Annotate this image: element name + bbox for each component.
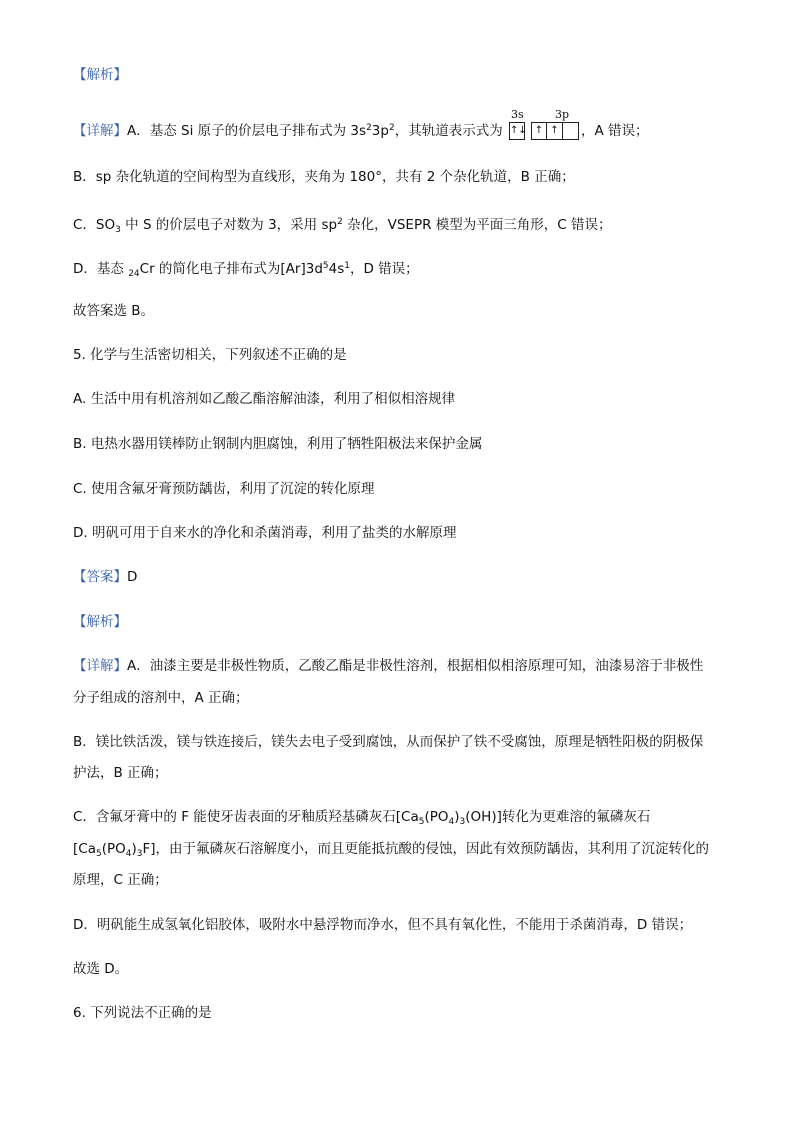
- orbital-box-3p-3: [563, 122, 579, 140]
- detail-line-d: D．基态 $_{24}$Cr 的简化电子排布式为$[Ar]3d^54s^1$，D 错误；: [73, 261, 419, 279]
- detail-5-b-line-1: B．镁比铁活泼，镁与铁连接后，镁失去电子受到腐蚀，从而保护了铁不受腐蚀，原理是牺牲阳极的阴极保: [73, 734, 704, 750]
- answer-line: [73, 568, 137, 586]
- orbital-box-3s: ↑↓: [509, 122, 525, 140]
- answer-value: D: [127, 569, 138, 585]
- analysis-tag: 【解析】: [73, 67, 127, 83]
- orbital-diagram: [509, 108, 579, 140]
- detail-5-c-line-2: $[Ca_5(PO_4)_3F]$，由于氟磷灰石溶解度小，而且更能抵抗酸的侵蚀，因此有效预防龋齿，其利用了沉淀转化的: [73, 841, 710, 859]
- question-5-option-a: A. 生活中用有机溶剂如乙酸乙酯溶解油漆，利用了相似相溶规律: [73, 391, 456, 407]
- answer-conclusion-2: 故选 D。: [73, 961, 129, 977]
- detail-5-c-line-3: 原理，C 正确；: [73, 872, 168, 888]
- detail-5-a-line-1: 【详解】A．油漆主要是非极性物质，乙酸乙酯是非极性溶剂，根据相似相溶原理可知，油漆易溶于非极性: [73, 658, 704, 674]
- orbital-3p-label: 3p: [555, 108, 570, 121]
- detail-line-b: B．sp 杂化轨道的空间构型为直线形，夹角为 180°，共有 2 个杂化轨道，B 正确；: [73, 169, 575, 185]
- orbital-3s-label: 3s: [511, 108, 524, 121]
- detail-line-c: C．$SO_3$ 中 S 的价层电子对数为 3，采用 $sp^2$ 杂化，VSEPR 模型为平面三角形，C 错误；: [73, 217, 612, 235]
- question-6-stem: 6. 下列说法不正确的是: [73, 1005, 212, 1021]
- question-5-stem: 5. 化学与生活密切相关，下列叙述不正确的是: [73, 347, 347, 363]
- orbital-box-3p-1: ↑: [531, 122, 547, 140]
- answer-conclusion-1: 故答案选 B。: [73, 303, 155, 319]
- detail-5-d-line: D．明矾能生成氢氧化铝胶体，吸附水中悬浮物而净水，但不具有氧化性，不能用于杀菌消毒，D 错误；: [73, 917, 693, 933]
- question-5-option-d: D. 明矾可用于自来水的净化和杀菌消毒，利用了盐类的水解原理: [73, 525, 457, 541]
- detail-5-a-line-2: 分子组成的溶剂中，A 正确；: [73, 690, 249, 706]
- detail-tag: 【详解】: [73, 123, 127, 139]
- detail-5-c-line-1: C．含氟牙膏中的 F 能使牙齿表面的牙釉质羟基磷灰石$[Ca_5(PO_4)_3(OH)]$转化为更难溶的氟磷灰石: [73, 809, 651, 827]
- detail-5-b-line-2: 护法，B 正确；: [73, 765, 168, 781]
- orbital-box-3p-2: ↑: [547, 122, 563, 140]
- answer-tag: 【答案】: [73, 569, 127, 585]
- analysis-heading-2: [73, 613, 127, 631]
- question-5-option-b: B. 电热水器用镁棒防止钢制内胆腐蚀，利用了牺牲阳极法来保护金属: [73, 436, 483, 452]
- question-5-option-c: C. 使用含氟牙膏预防龋齿，利用了沉淀的转化原理: [73, 481, 375, 497]
- detail-line-a: 【详解】A．基态 Si 原子的价层电子排布式为 $3s^23p^2$，其轨道表示式为 3s 3p ↑↓ ↑ ↑ ，A 错误；: [73, 108, 649, 139]
- analysis-heading-1: [73, 66, 127, 84]
- analysis-tag: 【解析】: [73, 614, 127, 630]
- detail-tag: 【详解】: [73, 658, 127, 674]
